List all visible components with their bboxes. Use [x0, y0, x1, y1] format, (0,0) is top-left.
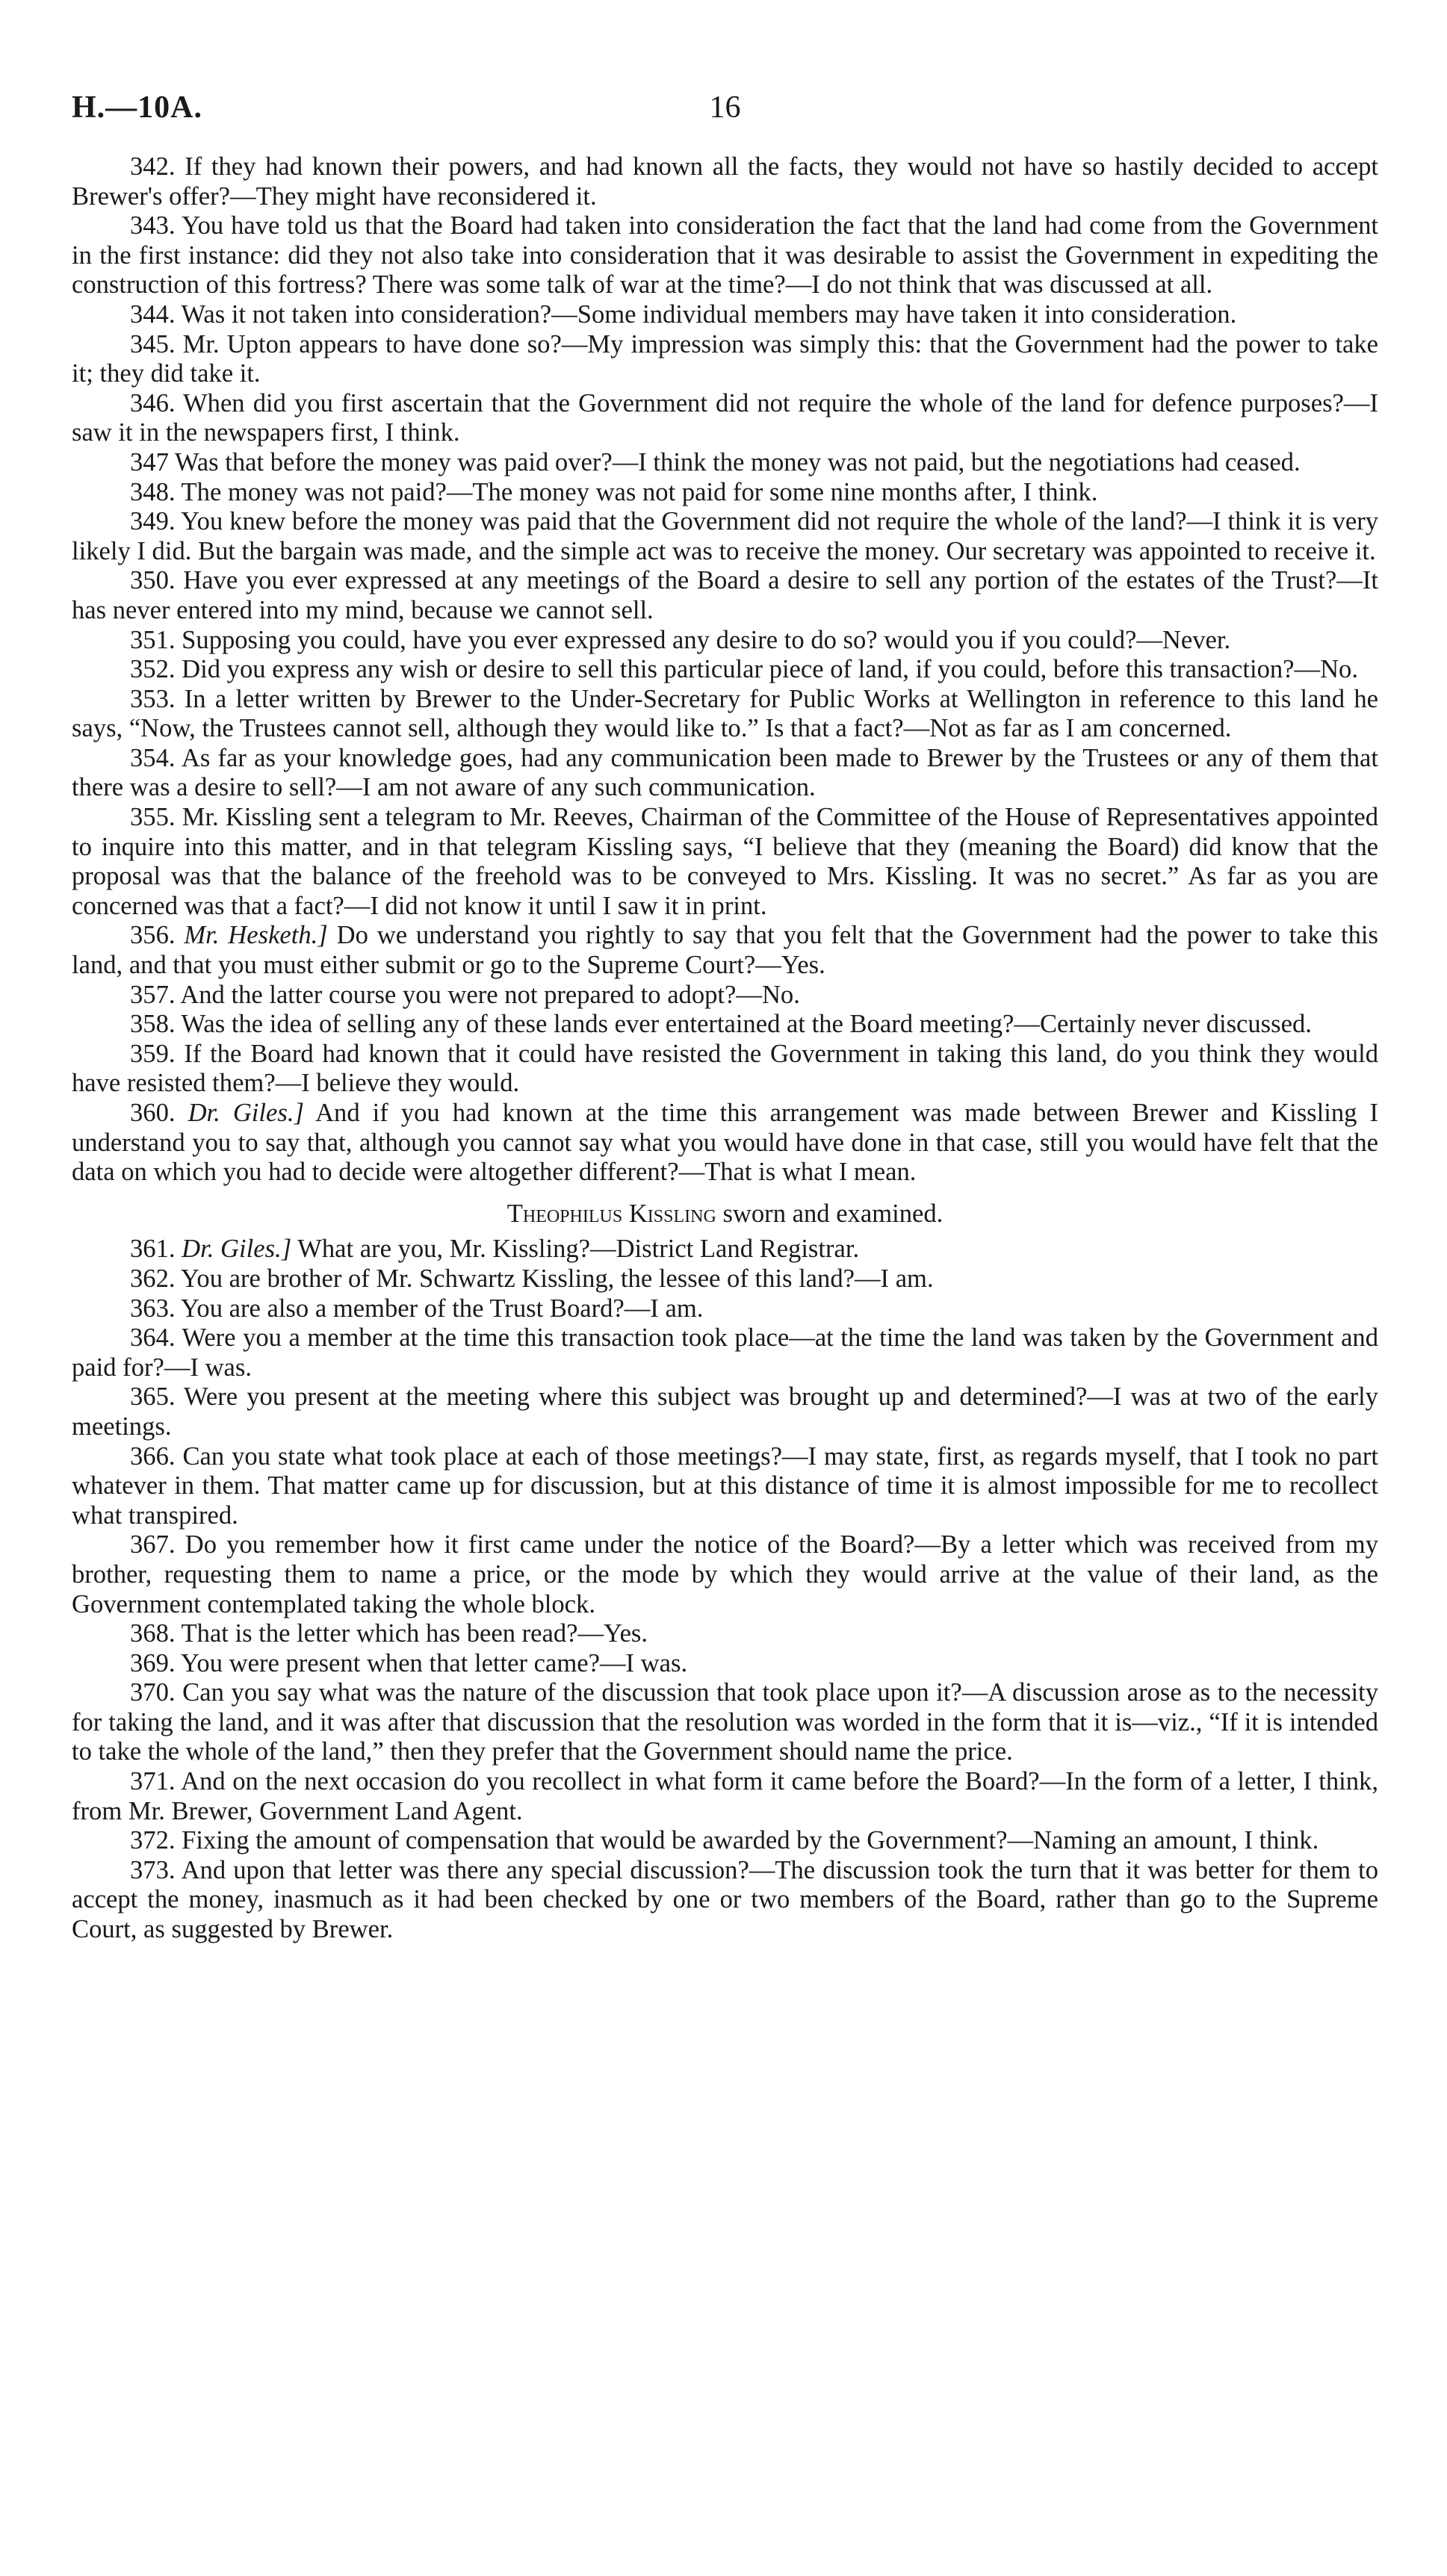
question-paragraph: [72, 300, 1378, 330]
question-text: When did you first ascertain that the Government did not require the whole of the land for defence purposes?—I saw it in the newspapers first, I think.: [72, 388, 1378, 447]
question-number: 342.: [130, 152, 176, 181]
question-number: 366.: [130, 1441, 176, 1471]
question-number: 353.: [130, 684, 176, 713]
question-paragraph: [72, 1382, 1378, 1441]
question-number: 343.: [130, 211, 176, 240]
question-text: If they had known their powers, and had known all the facts, they would not have so hastily decided to accept Brewer's offer?—They might have reconsidered it.: [72, 152, 1378, 211]
question-paragraph: [72, 921, 1378, 980]
question-paragraph: [72, 389, 1378, 448]
question-text: You knew before the money was paid that the Government did not require the whole of the land?—I think it is very likely I did. But the bargain was made, and the simple act was to receive the money. Our secretary was appointed to receive it.: [72, 507, 1378, 565]
question-number: 345.: [130, 329, 176, 359]
question-paragraph: [72, 1856, 1378, 1945]
question-text: Do we understand you rightly to say that you felt that the Government had the power to take this land, and that you must either submit or go to the Supreme Court?—Yes.: [72, 921, 1378, 980]
question-text: Fixing the amount of compensation that would be awarded by the Government?—Naming an amount, I think.: [182, 1826, 1319, 1855]
question-paragraph: [72, 152, 1378, 211]
question-paragraph: [72, 1442, 1378, 1531]
question-number: 367.: [130, 1530, 176, 1559]
question-text: Mr. Kissling sent a telegram to Mr. Reeves, Chairman of the Committee of the House of Representatives appointed to inquire into this matter, and in that telegram Kissling says, “I believe that they (meaning the Board) did know that the proposal was that the balance of the freehold was to be conveyed to Mrs. Kissling. It was no secret.” As far as you are concerned was that a fact?—I did not know it until I saw it in print.: [72, 803, 1378, 920]
question-number: 360.: [130, 1099, 176, 1127]
question-number: 354.: [130, 743, 176, 772]
question-text: As far as your knowledge goes, had any communication been made to Brewer by the Trustees or any of them that there was a desire to sell?—I am not aware of any such communication.: [72, 743, 1378, 802]
question-text: Were you present at the meeting where this subject was brought up and determined?—I was at two of the early meetings.: [72, 1382, 1378, 1441]
question-number: 348.: [130, 477, 176, 506]
question-number: 346.: [130, 388, 176, 418]
question-paragraph: [72, 1649, 1378, 1679]
question-number: 368.: [130, 1619, 176, 1648]
question-paragraph: [72, 1323, 1378, 1382]
question-paragraph: [72, 655, 1378, 685]
question-paragraph: [72, 507, 1378, 566]
question-text: The money was not paid?—The money was not paid for some nine months after, I think.: [181, 477, 1098, 506]
question-text: Can you state what took place at each of those meetings?—I may state, first, as regards myself, that I took no part whatever in them. That matter came up for discussion, but at this distance of time it is almost impossible for me to recollect what transpired.: [72, 1441, 1378, 1530]
question-text: Was the idea of selling any of these lands ever entertained at the Board meeting?—Certainly never discussed.: [181, 1010, 1312, 1039]
paragraph-group-1: [72, 152, 1378, 1188]
question-paragraph: [72, 1235, 1378, 1264]
question-number: 365.: [130, 1382, 176, 1412]
question-number: 358.: [130, 1010, 176, 1039]
question-text: In a letter written by Brewer to the Under-Secretary for Public Works at Wellington in reference to this land he says, “Now, the Trustees cannot sell, although they would like to.” Is that a fact?—Not as far as I am concerned.: [72, 684, 1378, 743]
question-number: 347: [130, 447, 169, 477]
question-text: You were present when that letter came?—I was.: [180, 1648, 688, 1677]
question-text: You are brother of Mr. Schwartz Kissling, the lessee of this land?—I am.: [180, 1264, 934, 1293]
question-text: Was that before the money was paid over?—I think the money was not paid, but the negotiations had ceased.: [174, 447, 1301, 477]
speaker-name: Mr. Hesketh.]: [184, 921, 328, 950]
question-number: 361.: [130, 1235, 176, 1264]
question-paragraph: [72, 1040, 1378, 1099]
question-text: Did you express any wish or desire to sell this particular piece of land, if you could, before this transaction?—No.: [182, 655, 1358, 684]
question-text: What are you, Mr. Kissling?—District Land Registrar.: [297, 1235, 860, 1264]
question-paragraph: [72, 1767, 1378, 1826]
question-paragraph: [72, 626, 1378, 656]
paragraph-group-2: [72, 1235, 1378, 1944]
question-paragraph: [72, 1678, 1378, 1767]
document-reference: H.—10A.: [72, 90, 202, 125]
heading-text: sworn and examined.: [722, 1199, 944, 1228]
question-paragraph: [72, 566, 1378, 625]
question-number: 350.: [130, 566, 176, 595]
question-paragraph: [72, 211, 1378, 300]
question-text: You have told us that the Board had taken into consideration the fact that the land had come from the Government in the first instance: did they not also take into consideration that it was desirable to assist the Government in expediting the construction of this fortress? There was some talk of war at the time?—I do not think that was discussed at all.: [72, 211, 1378, 300]
witness-name: Theophilus Kissling: [506, 1199, 716, 1228]
question-paragraph: [72, 803, 1378, 921]
question-paragraph: [72, 1264, 1378, 1294]
question-paragraph: [72, 1294, 1378, 1324]
question-text: You are also a member of the Trust Board?—I am.: [180, 1294, 704, 1323]
question-number: 370.: [130, 1678, 176, 1707]
question-number: 372.: [130, 1826, 176, 1855]
question-text: And the latter course you were not prepared to adopt?—No.: [180, 980, 800, 1009]
question-number: 373.: [130, 1855, 176, 1884]
question-paragraph: [72, 1530, 1378, 1619]
question-text: And if you had known at the time this arrangement was made between Brewer and Kissling I understand you to say that, although you cannot say what you would have done in that case, still you would have felt that the data on which you had to decide were altogether different?—That is what I mean.: [72, 1099, 1378, 1187]
question-paragraph: [72, 744, 1378, 803]
section-heading: [72, 1199, 1378, 1229]
question-paragraph: [72, 685, 1378, 744]
question-number: 349.: [130, 507, 176, 536]
question-text: Was it not taken into consideration?—Some individual members may have taken it into consideration.: [181, 300, 1237, 329]
question-text: Have you ever expressed at any meetings of the Board a desire to sell any portion of the estates of the Trust?—It has never entered into my mind, because we cannot sell.: [72, 566, 1378, 624]
question-number: 355.: [130, 803, 176, 832]
question-number: 363.: [130, 1294, 176, 1323]
question-number: 357.: [130, 980, 176, 1009]
question-text: Do you remember how it first came under the notice of the Board?—By a letter which was received from my brother, requesting them to name a price, or the mode by which they would arrive at the value of their land, as the Government contemplated taking the whole block.: [72, 1530, 1378, 1618]
question-number: 359.: [130, 1039, 176, 1068]
speaker-name: Dr. Giles.]: [182, 1235, 292, 1264]
question-number: 351.: [130, 625, 176, 654]
question-paragraph: [72, 448, 1378, 478]
question-number: 352.: [130, 655, 176, 684]
page-header: [72, 90, 1378, 142]
question-text: If the Board had known that it could have resisted the Government in taking this land, do you think they would have resisted them?—I believe they would.: [72, 1039, 1378, 1098]
page-number: 16: [709, 90, 741, 125]
question-number: 362.: [130, 1264, 176, 1293]
question-paragraph: [72, 330, 1378, 389]
question-text: Can you say what was the nature of the discussion that took place upon it?—A discussion arose as to the necessity for taking the land, and it was after that discussion that the resolution was worded in the form that it is—viz., “If it is intended to take the whole of the land,” then they prefer that the Government should name the price.: [72, 1678, 1378, 1766]
document-body: [72, 152, 1378, 1945]
question-number: 369.: [130, 1648, 176, 1677]
question-paragraph: [72, 1826, 1378, 1856]
question-number: 364.: [130, 1323, 176, 1353]
question-text: And on the next occasion do you recollect in what form it came before the Board?—In the form of a letter, I think, from Mr. Brewer, Government Land Agent.: [72, 1767, 1378, 1825]
question-paragraph: [72, 478, 1378, 508]
question-number: 371.: [130, 1767, 176, 1796]
question-paragraph: [72, 1099, 1378, 1188]
question-number: 344.: [130, 300, 176, 329]
question-text: Were you a member at the time this transaction took place—at the time the land was taken by the Government and paid for?—I was.: [72, 1323, 1378, 1382]
question-text: Supposing you could, have you ever expressed any desire to do so? would you if you could?—Never.: [182, 625, 1231, 654]
question-text: Mr. Upton appears to have done so?—My impression was simply this: that the Government had the power to take it; they did take it.: [72, 329, 1378, 388]
question-paragraph: [72, 981, 1378, 1011]
question-text: That is the letter which has been read?—Yes.: [181, 1619, 648, 1648]
question-text: And upon that letter was there any special discussion?—The discussion took the turn that it was better for them to accept the money, inasmuch as it had been checked by one or two members of the Board, rather than go to the Supreme Court, as suggested by Brewer.: [72, 1855, 1378, 1944]
question-number: 356.: [130, 921, 176, 950]
speaker-name: Dr. Giles.]: [188, 1099, 304, 1127]
question-paragraph: [72, 1619, 1378, 1649]
question-paragraph: [72, 1010, 1378, 1040]
